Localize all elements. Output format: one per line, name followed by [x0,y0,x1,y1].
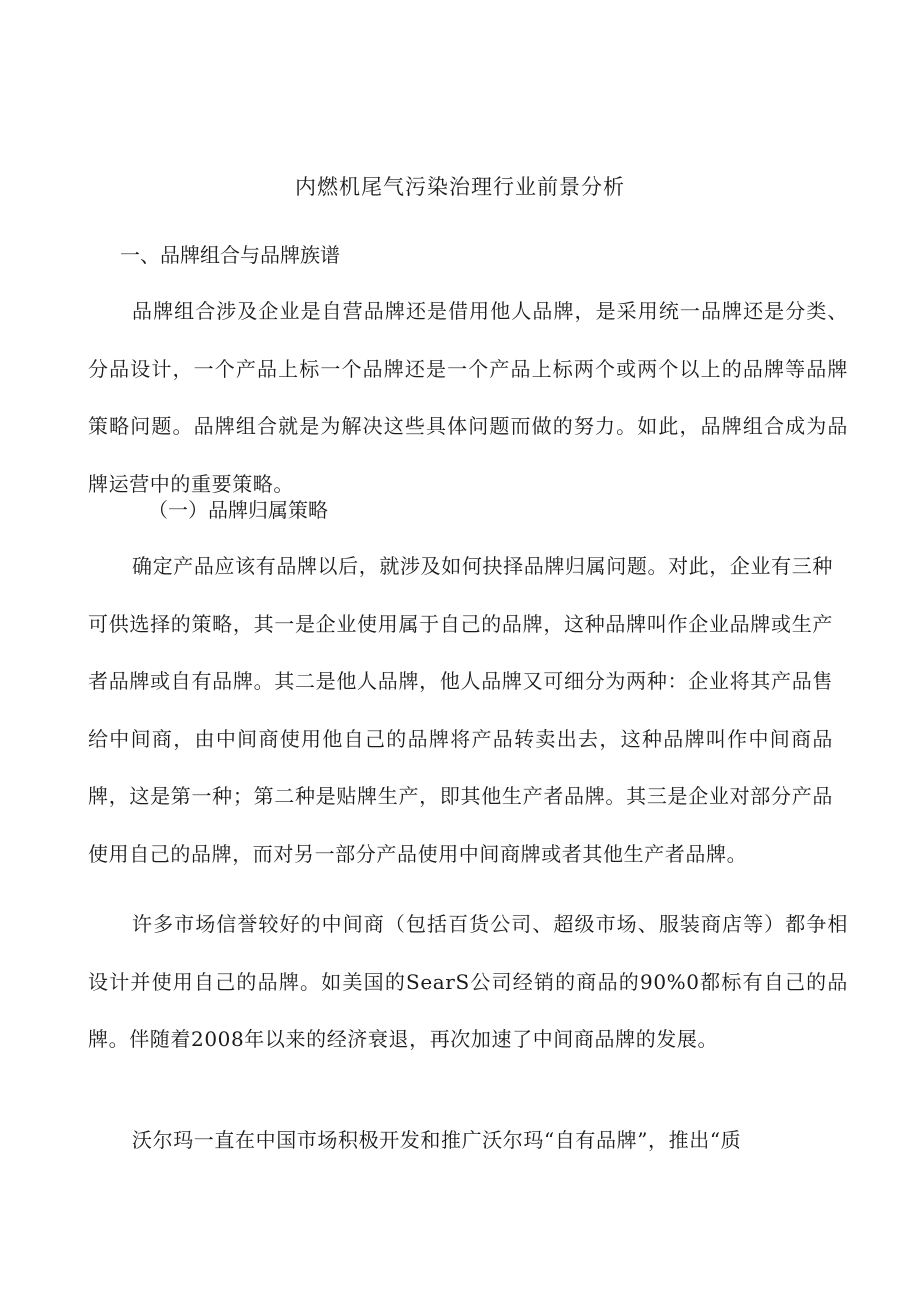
section-heading: 一、品牌组合与品牌族谱 [120,243,340,267]
document-title: 内燃机尾气污染治理行业前景分析 [295,175,625,199]
paragraph-brand-portfolio: 品牌组合涉及企业是自营品牌还是借用他人品牌，是采用统一品牌还是分类、分品设计，一个产品上标一个品牌还是一个产品上标两个或两个以上的品牌等品牌策略问题。品牌组合就是为解决这些具体问题而做的努力。如此，品牌组合成为品牌运营中的重要策略。 [88,299,848,496]
paragraph-walmart: 沃尔玛一直在中国市场积极开发和推广沃尔玛“自有品牌”，推出“质 [132,1128,742,1152]
paragraph-intermediary-brands: 许多市场信誉较好的中间商（包括百货公司、超级市场、服装商店等）都争相设计并使用自己的品牌。如美国的SearS公司经销的商品的90%0都标有自己的品牌。伴随着2008年以来的经济衰退，再次加速了中间商品牌的发展。 [88,912,848,1051]
paragraph-brand-ownership: 确定产品应该有品牌以后，就涉及如何抉择品牌归属问题。对此，企业有三种可供选择的策略，其一是企业使用属于自己的品牌，这种品牌叫作企业品牌或生产者品牌或自有品牌。其二是他人品牌，他人品牌又可细分为两种：企业将其产品售给中间商，由中间商使用他自己的品牌将产品转卖出去，这种品牌叫作中间商品牌，这是第一种；第二种是贴牌生产，即其他生产者品牌。其三是企业对部分产品使用自己的品牌，而对另一部分产品使用中间商牌或者其他生产者品牌。 [88,554,833,866]
subsection-heading: （一）品牌归属策略 [148,498,328,522]
